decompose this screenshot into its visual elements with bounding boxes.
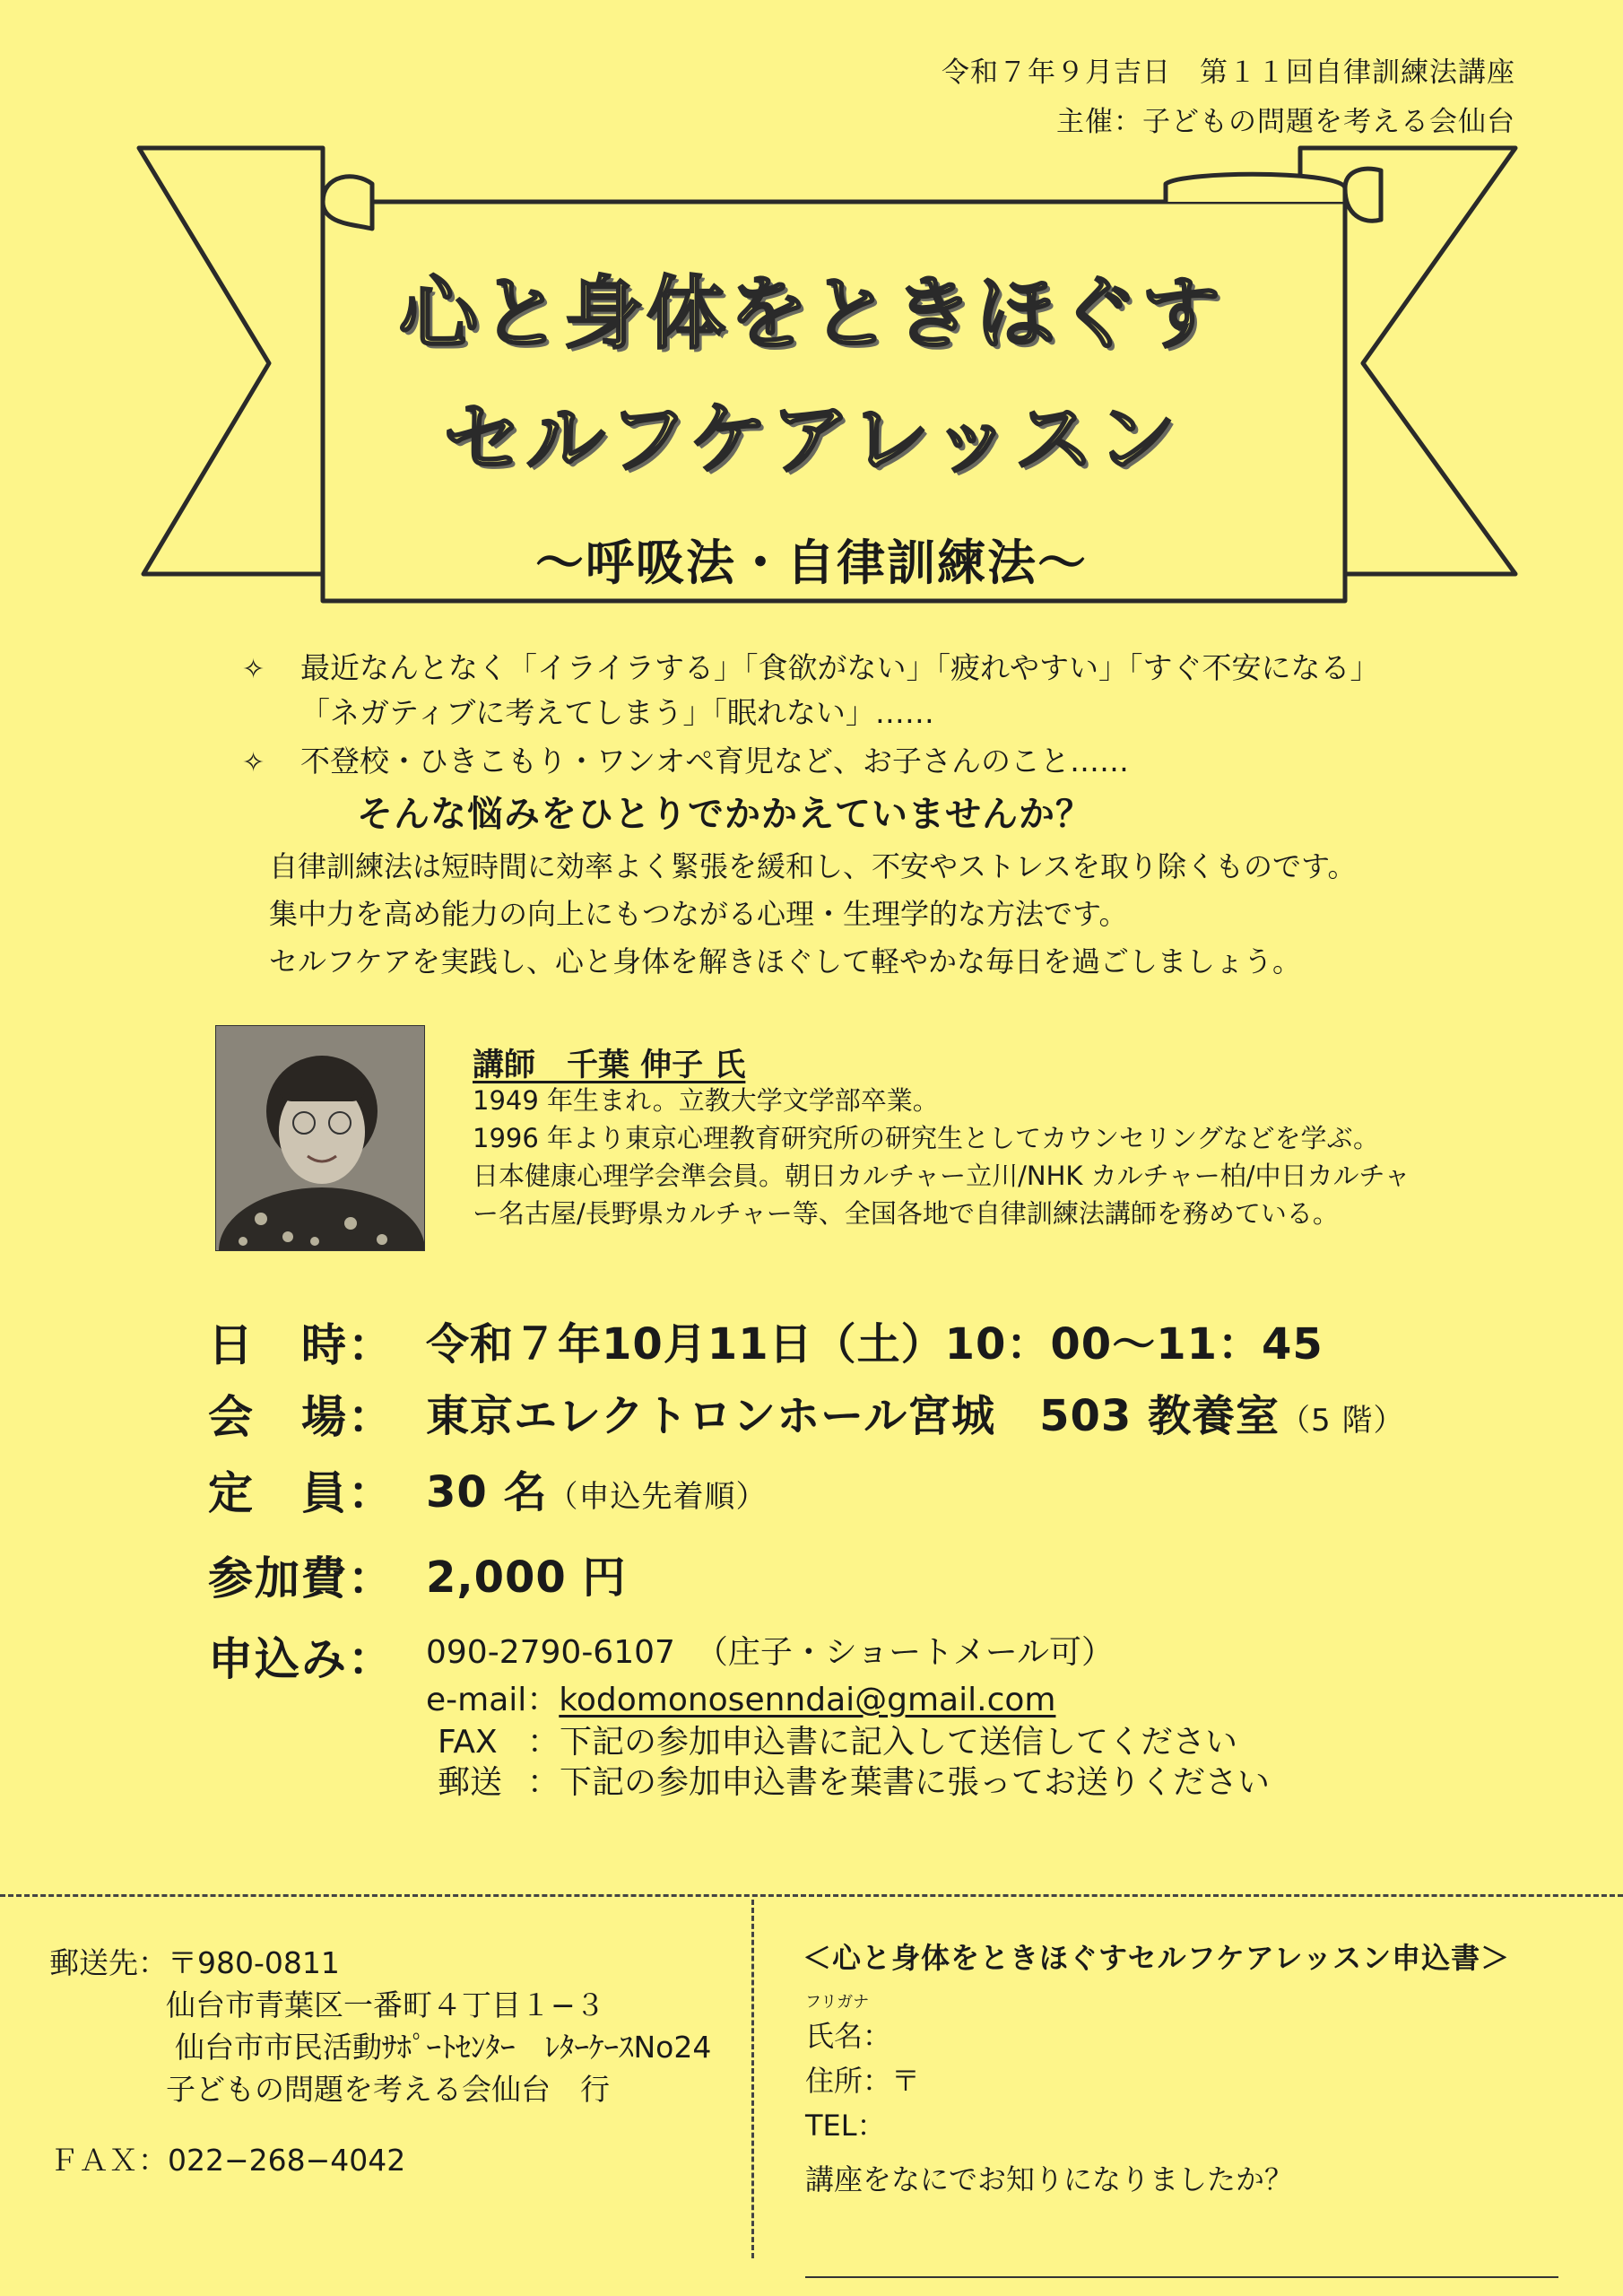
sparkle-icon: ✧ xyxy=(242,654,265,685)
mailing-address-3: 子どもの問題を考える会仙台 行 xyxy=(166,2072,610,2107)
venue-label: 会 場： xyxy=(208,1391,395,1443)
bio-line: 1996 年より東京心理教育研究所の研究生としてカウンセリングなどを学ぶ。 xyxy=(473,1123,1380,1153)
post-label: 郵送 xyxy=(438,1764,503,1801)
email-label: e-mail： xyxy=(426,1682,560,1718)
bullet-1 xyxy=(242,648,265,691)
email-row xyxy=(426,1680,1055,1721)
datetime-value: 令和７年10月11日（土）10：00～11：45 xyxy=(426,1319,1324,1370)
mailing-postal: 〒980-0811 xyxy=(168,1945,340,1980)
ribbon-right-curl xyxy=(1166,174,1345,202)
fax-label: FAX xyxy=(438,1724,498,1761)
description-line: 集中力を高め能力の向上にもつながる心理・生理学的な方法です。 xyxy=(269,897,1128,931)
phone-note: （庄子・ショートメール可） xyxy=(695,1634,1115,1671)
organizer-line: 主催：子どもの問題を考える会仙台 xyxy=(1056,106,1515,138)
bio-line: 日本健康心理学会準会員。朝日カルチャー立川/NHK カルチャー柏/中日カルチャ xyxy=(473,1161,1410,1191)
capacity-note: （申込先着順） xyxy=(547,1479,768,1515)
fax-text: ：下記の参加申込書に記入して送信してください xyxy=(527,1724,1238,1761)
mailing-address-1: 仙台市青葉区一番町４丁目１−３ xyxy=(166,1987,605,2022)
sparkle-icon: ✧ xyxy=(242,747,265,778)
form-address-field[interactable]: 住所：〒 xyxy=(805,2064,921,2098)
subtitle: ～呼吸法・自律訓練法～ xyxy=(535,535,1088,591)
description xyxy=(269,843,1356,986)
mailing-fax: ＦＡＸ：022−268−4042 xyxy=(49,2143,406,2178)
post-text: ：下記の参加申込書を葉書に張ってお送りください xyxy=(527,1764,1271,1801)
mailing-address-2: 仙台市市民活動ｻﾎﾟｰﾄｾﾝﾀｰ ﾚﾀｰｹｰｽNo24 xyxy=(175,2030,712,2065)
headline-question: そんな悩みをひとりでかかえていませんか？ xyxy=(357,794,1092,835)
phone-number: 090-2790-6107 xyxy=(426,1634,675,1671)
date-line: 令和７年９月吉日 第１１回自律訓練法講座 xyxy=(942,57,1515,89)
apply-label: 申込み： xyxy=(208,1633,395,1685)
title-line-2: セルフケアレッスン xyxy=(443,393,1180,485)
venue-floor: （5 階） xyxy=(1280,1403,1405,1439)
bullet-2 xyxy=(242,741,265,784)
fee-value: 2,000 円 xyxy=(426,1552,627,1603)
mailing-label: 郵送先： xyxy=(49,1945,168,1980)
venue-value xyxy=(426,1381,1404,1443)
datetime-label: 日 時： xyxy=(208,1319,395,1371)
form-name-field[interactable]: 氏名： xyxy=(805,2019,892,2053)
bullet-1-line-2: 「ネガティブに考えてしまう」「眠れない」…… xyxy=(300,695,934,730)
post-row xyxy=(438,1762,1270,1804)
bio-line: 1949 年生まれ。立教大学文学部卒業。 xyxy=(473,1085,939,1116)
form-question: 講座をなにでお知りになりましたか？ xyxy=(805,2162,1294,2196)
bullet-2-text: 不登校・ひきこもり・ワンオペ育児など、お子さんのこと…… xyxy=(300,744,1129,778)
fee-label: 参加費： xyxy=(208,1552,395,1605)
capacity-value xyxy=(426,1457,768,1519)
title-line-1: 心と身体をときほぐす xyxy=(398,267,1224,360)
form-tel-field[interactable]: TEL： xyxy=(805,2109,886,2143)
phone-row xyxy=(426,1632,1114,1674)
bullet-1-line-1: 最近なんとなく「イライラする」「食欲がない」「疲れやすい」「すぐ不安になる」 xyxy=(300,650,1380,685)
cut-line-horizontal xyxy=(0,1894,1623,1897)
capacity-label: 定 員： xyxy=(208,1467,395,1519)
cut-line-vertical xyxy=(751,1900,754,2258)
instructor-photo xyxy=(215,1025,425,1251)
fax-row xyxy=(438,1722,1237,1763)
capacity-number: 30 名 xyxy=(426,1467,548,1518)
mailing-address xyxy=(49,1942,711,2110)
form-title: ＜心と身体をときほぐすセルフケアレッスン申込書＞ xyxy=(803,1941,1511,1975)
bio-line: ー名古屋/長野県カルチャー等、全国各地で自律訓練法講師を務めている。 xyxy=(473,1198,1339,1229)
instructor-name: 講師 千葉 伸子 氏 xyxy=(473,1048,746,1083)
furigana-label: フリガナ xyxy=(805,1993,870,2012)
description-line: セルフケアを実践し、心と身体を解きほぐして軽やかな毎日を過ごしましょう。 xyxy=(269,944,1302,978)
email-link[interactable]: kodomonosenndai@gmail.com xyxy=(559,1682,1056,1718)
venue-name: 東京エレクトロンホール宮城 503 教養室 xyxy=(426,1391,1280,1441)
form-answer-line[interactable] xyxy=(805,2276,1558,2278)
description-line: 自律訓練法は短時間に効率よく緊張を緩和し、不安やストレスを取り除くものです。 xyxy=(269,849,1357,883)
instructor-bio xyxy=(473,1082,1410,1232)
